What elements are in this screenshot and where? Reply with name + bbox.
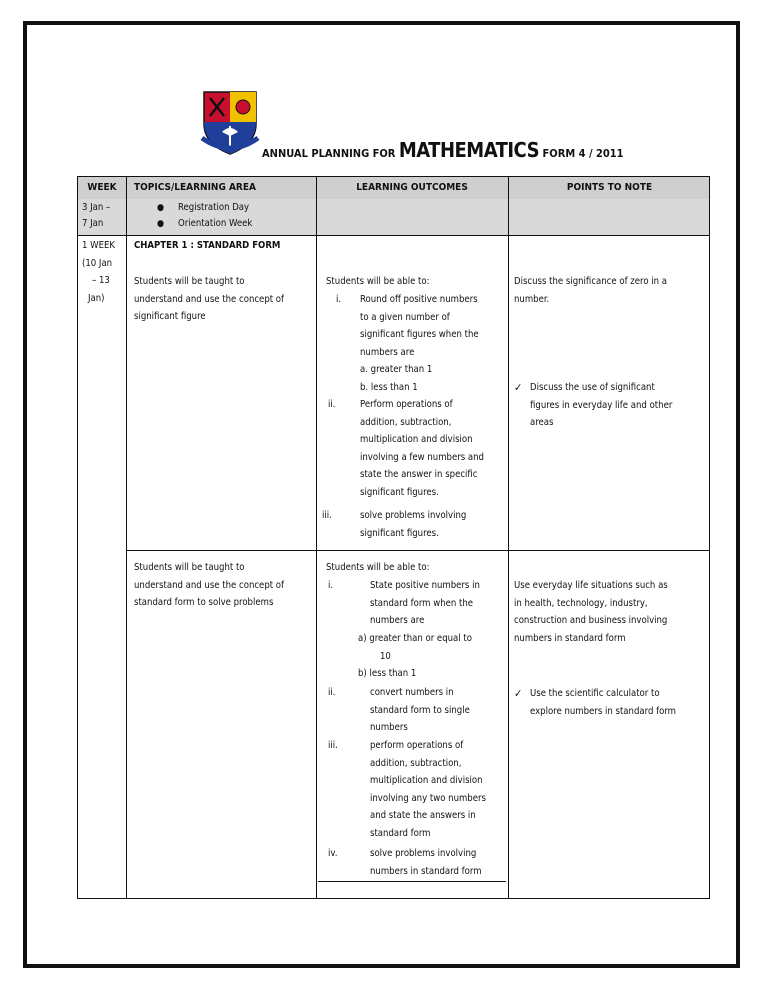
outcome-2-2: convert numbers in standard form to single numbers <box>370 687 470 733</box>
outcome-num: iii. <box>328 740 338 751</box>
header-week: WEEK <box>87 182 117 193</box>
outcome-2-1-sub: a) greater than or equal to 10 b) less than 1 <box>358 633 472 679</box>
outcome-1-3: solve problems involving significant figures. <box>360 510 467 539</box>
outcomes-intro-2: Students will be able to: <box>326 562 430 573</box>
topic-significant-figure: Students will be taught to understand and use the concept of significant figure <box>134 276 285 322</box>
outcome-2-3: perform operations of addition, subtraction, multiplication and division involving any two numbers and state the answers in standard form <box>370 740 486 839</box>
outcome-num: i. <box>336 294 342 305</box>
registration-day: Registration Day <box>178 202 250 213</box>
outcome-num: ii. <box>328 687 336 698</box>
document-title: ANNUAL PLANNING FOR MATHEMATICS FORM 4 / 2011 <box>262 138 624 162</box>
outcome-num: ii. <box>328 399 336 410</box>
outcome-2-4: solve problems involving numbers in standard form <box>370 848 482 877</box>
note-1-2: Discuss the use of significant figures in everyday life and other areas <box>530 382 673 428</box>
header-notes: POINTS TO NOTE <box>566 182 653 193</box>
school-crest-logo <box>200 88 260 158</box>
outcome-2-1: State positive numbers in standard form when the numbers are <box>370 580 480 626</box>
week1-cell: 1 WEEK (10 Jan – 13 Jan) <box>82 240 116 304</box>
orientation-week-cell: 3 Jan – 7 Jan <box>82 202 111 229</box>
note-2-1: Use everyday life situations such as in health, technology, industry, construction and business involving numbers in standard form <box>514 580 668 644</box>
topic-standard-form: Students will be taught to understand and use the concept of standard form to solve problems <box>134 562 285 608</box>
outcome-1-1: Round off positive numbers to a given number of significant figures when the numbers are a. greater than 1 b. less than 1 <box>360 294 479 393</box>
orientation-week: Orientation Week <box>178 218 253 229</box>
outcome-num: iv. <box>328 848 338 859</box>
checkmark-icon: ✓ <box>514 381 523 394</box>
header-outcomes: LEARNING OUTCOMES <box>356 182 468 193</box>
checkmark-icon: ✓ <box>514 687 523 700</box>
header-topics: TOPICS/LEARNING AREA <box>134 182 256 193</box>
outcome-num: iii. <box>322 510 332 521</box>
note-2-2: Use the scientific calculator to explore numbers in standard form <box>530 688 677 717</box>
planning-table: WEEK TOPICS/LEARNING AREA LEARNING OUTCOMES POINTS TO NOTE 3 Jan – 7 Jan ● Registration Day ● Orientation Week 1 WEEK (10 Jan – 13 Jan) CHAPTER 1 : STANDARD FORM Students will be taught to understand and use the concept of significant figure Students will be able to: i. Round off positive numbers to a given number of significant figures when the numbers are a. greater than 1 b. less than 1 ii. Perform operations of addition, subtraction, multiplication and division involving a few numbers and state the answer in specific significant figures. iii. solve problems involving significant figures. Discuss the significance of zero in a number. ✓ Discuss the use of significant figures in everyday life and other areas Students will be taught to understand and use the concept of standard form to solve problems Students will be able to: i. State positive numbers in standard form when the numbers are a) greater than or equal to 10 b) less than 1 ii. convert numbers in standard form to single numbers iii. perform operations of addition, subtraction, multiplication and division involving any two numbers and state the answers in standard form iv. solve problems involving numbers in standard form Use everyday life situations such as in health, technology, industry, construction and business involving numbers in standard form ✓ Use the scientific calculator to explore numbers in standard form <box>77 176 710 899</box>
outcome-1-2: Perform operations of addition, subtraction, multiplication and division involving a few numbers and state the answer in specific significant figures. <box>360 399 484 498</box>
outcome-num: i. <box>328 580 334 591</box>
chapter-title: CHAPTER 1 : STANDARD FORM <box>134 240 281 251</box>
orientation-row <box>78 199 709 236</box>
note-1-1: Discuss the significance of zero in a number. <box>514 276 668 305</box>
outcomes-intro-1: Students will be able to: <box>326 276 430 287</box>
